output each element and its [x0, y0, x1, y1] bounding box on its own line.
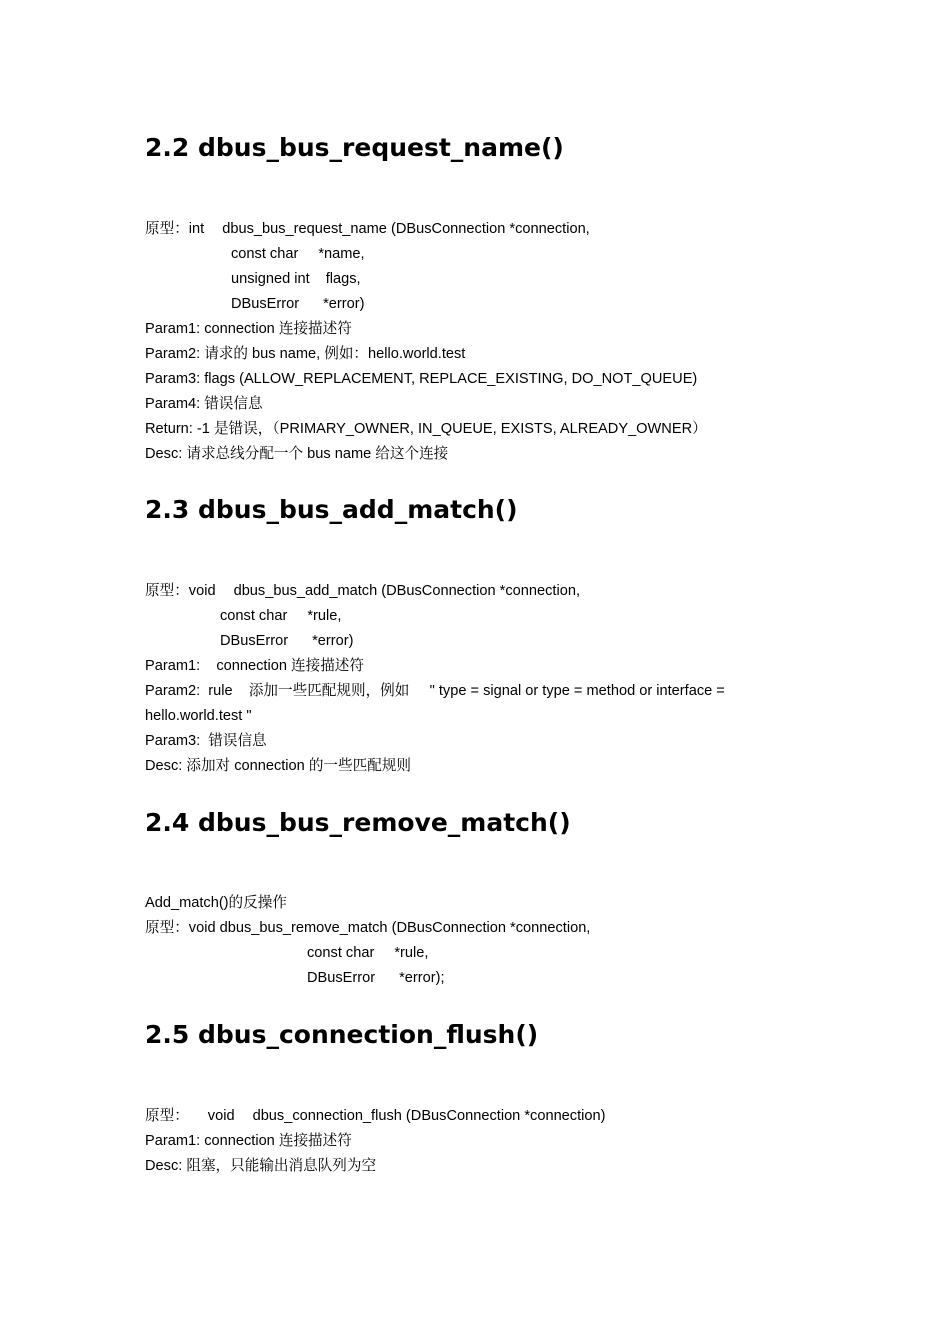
- argument-line: const char *rule,: [307, 945, 429, 961]
- section-heading-2-2: 2.2 dbus_bus_request_name(): [145, 133, 564, 162]
- desc-line: Desc: 阻塞，只能输出消息队列为空: [145, 1158, 377, 1174]
- argument-line: const char *rule,: [220, 608, 342, 624]
- prototype-line: [145, 916, 590, 941]
- param-line: Param3: flags (ALLOW_REPLACEMENT, REPLACE_EXISTING, DO_NOT_QUEUE): [145, 371, 698, 387]
- intro-line: Add_match()的反操作: [145, 895, 287, 911]
- return-type: int: [188, 221, 205, 237]
- param-line: Param2: rule 添加一些匹配规则，例如 " type = signal or type = method or interface =: [145, 683, 725, 699]
- argument-line: unsigned int flags,: [231, 271, 361, 287]
- desc-line: Desc: 请求总线分配一个 bus name 给这个连接: [145, 446, 449, 462]
- param-line: Param1: connection 连接描述符: [145, 321, 352, 337]
- param-line: Param3: 错误信息: [145, 733, 267, 749]
- prototype-label: 原型：: [145, 920, 189, 936]
- param-line: Param1: connection 连接描述符: [145, 658, 364, 674]
- argument-line: DBusError *error): [231, 296, 365, 312]
- param-line: Param2: 请求的 bus name, 例如：hello.world.test: [145, 346, 466, 362]
- return-type: void: [207, 1108, 235, 1124]
- prototype-label: 原型：: [145, 221, 189, 237]
- prototype-line: [145, 217, 590, 242]
- section-heading-2-3: 2.3 dbus_bus_add_match(): [145, 495, 518, 524]
- prototype-line: [145, 579, 580, 604]
- section-heading-2-5: 2.5 dbus_connection_flush(): [145, 1020, 539, 1049]
- return-type: void: [188, 583, 216, 599]
- param-line: Param1: connection 连接描述符: [145, 1133, 352, 1149]
- argument-line: const char *name,: [231, 246, 365, 262]
- return-line: Return: -1 是错误，（PRIMARY_OWNER, IN_QUEUE, EXISTS, ALREADY_OWNER）: [145, 421, 707, 437]
- argument-line: DBusError *error);: [307, 970, 445, 986]
- function-signature: dbus_bus_request_name (DBusConnection *connection,: [222, 221, 590, 237]
- function-signature: dbus_connection_flush (DBusConnection *connection): [252, 1108, 606, 1124]
- function-signature: void dbus_bus_remove_match (DBusConnection *connection,: [188, 920, 591, 936]
- function-signature: dbus_bus_add_match (DBusConnection *connection,: [233, 583, 581, 599]
- argument-line: DBusError *error): [220, 633, 354, 649]
- param-line: Param4: 错误信息: [145, 396, 263, 412]
- prototype-label: 原型：: [145, 1108, 189, 1124]
- section-heading-2-4: 2.4 dbus_bus_remove_match(): [145, 808, 571, 837]
- prototype-label: 原型：: [145, 583, 189, 599]
- prototype-line: [145, 1104, 606, 1129]
- desc-line: Desc: 添加对 connection 的一些匹配规则: [145, 758, 411, 774]
- param-line-continued: hello.world.test ": [145, 708, 252, 724]
